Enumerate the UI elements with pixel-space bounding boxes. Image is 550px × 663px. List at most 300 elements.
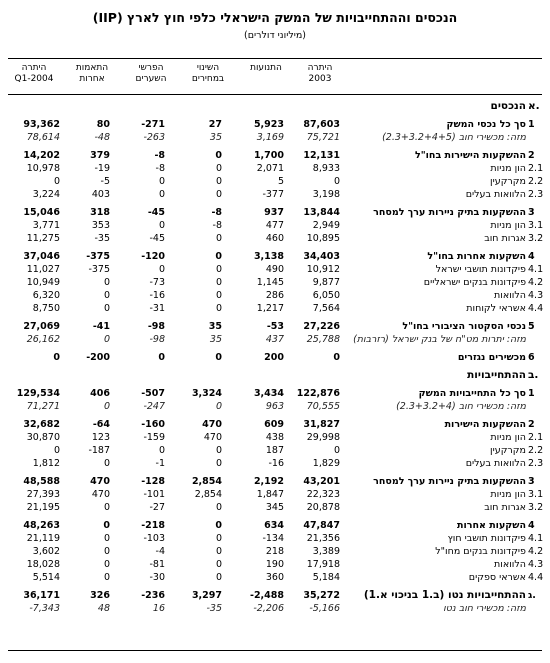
cell-value: 0 [215, 520, 222, 531]
cell-value: 122,876 [296, 388, 340, 399]
table-row [8, 263, 542, 276]
cell-value: -8 [212, 220, 222, 231]
row-number: 2.3 [528, 189, 544, 200]
row-number: 2 [528, 150, 535, 161]
cell-value: 3,297 [191, 590, 222, 601]
row-label: אגרות חוב [484, 233, 526, 244]
cell-value: 35,272 [303, 590, 340, 601]
cell-value: 0 [103, 559, 110, 570]
cell-value: 0 [158, 445, 165, 456]
header-line: התנועות [250, 63, 282, 73]
cell-value: 0 [103, 502, 110, 513]
table-row [8, 232, 542, 245]
cell-value: -35 [206, 603, 222, 614]
cell-value: 31,827 [303, 419, 340, 430]
row-label: מזה: מכשירי חוב נטו [443, 603, 526, 614]
row-label: הון מניות [490, 489, 526, 500]
cell-value: 20,878 [306, 502, 340, 513]
cell-value: 87,603 [303, 119, 340, 130]
row-number: 2 [528, 419, 535, 430]
cell-value: 0 [103, 401, 110, 412]
cell-value: 27 [208, 119, 222, 130]
row-label: ההשקעות הישירות [444, 419, 526, 430]
cell-value: -271 [141, 119, 165, 130]
row-number: 4.2 [528, 546, 544, 557]
header-other-adjustments [64, 63, 120, 91]
row-number: א. [528, 100, 540, 112]
table-row [8, 475, 542, 488]
cell-value: 93,362 [23, 119, 60, 130]
cell-value: 0 [215, 233, 222, 244]
cell-value: -8 [211, 207, 222, 218]
table-row [8, 320, 542, 333]
cell-value: 78,614 [26, 132, 60, 143]
cell-value: -16 [149, 290, 165, 301]
row-number: 2.1 [528, 163, 544, 174]
cell-value: 0 [158, 189, 165, 200]
cell-value: -218 [141, 520, 165, 531]
row-label: מכשירים נגזרים [457, 352, 526, 363]
cell-value: 35 [209, 334, 222, 345]
cell-value: 0 [53, 352, 60, 363]
cell-value: 634 [264, 520, 284, 531]
table-row [8, 162, 542, 175]
cell-value: 0 [333, 445, 340, 456]
row-number: 2.1 [528, 432, 544, 443]
cell-value: -16 [268, 458, 284, 469]
cell-value: -27 [149, 502, 165, 513]
cell-value: 80 [96, 119, 110, 130]
header-line: 2003 [308, 74, 332, 84]
cell-value: -19 [94, 163, 110, 174]
cell-value: 37,046 [23, 251, 60, 262]
row-number: 4.1 [528, 533, 544, 544]
cell-value: 0 [215, 264, 222, 275]
cell-value: -48 [94, 132, 110, 143]
cell-value: 27,226 [303, 321, 340, 332]
row-number: 2.2 [528, 445, 544, 456]
cell-value: 48,263 [23, 520, 60, 531]
cell-value: 353 [91, 220, 110, 231]
cell-value: 0 [215, 277, 222, 288]
cell-value: 0 [103, 334, 110, 345]
cell-value: -73 [149, 277, 165, 288]
cell-value: 470 [203, 432, 222, 443]
cell-value: 15,046 [23, 207, 60, 218]
cell-value: -30 [149, 572, 165, 583]
cell-value: 0 [215, 352, 222, 363]
cell-value: -53 [266, 321, 284, 332]
cell-value: -103 [143, 533, 165, 544]
cell-value: 0 [215, 150, 222, 161]
header-bottom-rule [8, 94, 542, 95]
cell-value: 10,912 [306, 264, 340, 275]
row-label: פיקדונות תושבי חוץ [447, 533, 526, 544]
cell-value: -8 [155, 163, 165, 174]
row-label: מזה: יתרות מט"ח של בנק ישראל (רזרבות) [353, 334, 526, 345]
cell-value: 11,027 [26, 264, 60, 275]
cell-value: 0 [215, 401, 222, 412]
row-label: ההתחייבויות [467, 369, 526, 381]
row-number: 3.1 [528, 489, 544, 500]
cell-value: -128 [141, 476, 165, 487]
table-row [8, 418, 542, 431]
cell-value: 0 [53, 445, 60, 456]
cell-value: -377 [262, 189, 284, 200]
cell-value: 187 [265, 445, 284, 456]
cell-value: 32,682 [23, 419, 60, 430]
cell-value: 0 [333, 176, 340, 187]
table-row [8, 219, 542, 232]
cell-value: 3,771 [32, 220, 60, 231]
row-label: אשראי ספקים [468, 572, 526, 583]
cell-value: 326 [90, 590, 110, 601]
cell-value: -507 [141, 388, 165, 399]
row-label: ההשקעות בתיק ניירות ערך למסחר [373, 207, 526, 218]
cell-value: 0 [53, 176, 60, 187]
cell-value: 3,434 [253, 388, 284, 399]
table-row [8, 175, 542, 188]
table-row [8, 387, 542, 400]
cell-value: 27,393 [26, 489, 60, 500]
cell-value: 406 [90, 388, 110, 399]
cell-value: 16 [152, 603, 165, 614]
cell-value: 34,403 [303, 251, 340, 262]
cell-value: -4 [155, 546, 165, 557]
row-number: 4.4 [528, 572, 544, 583]
cell-value: 35 [209, 132, 222, 143]
header-line: 2004-Q1 [14, 74, 54, 84]
cell-value: 460 [265, 233, 284, 244]
table-row [8, 444, 542, 457]
row-label: סך כל נכסי המשק [446, 119, 526, 130]
cell-value: 6,050 [312, 290, 340, 301]
cell-value: 1,217 [256, 303, 284, 314]
cell-value: 70,555 [306, 401, 340, 412]
cell-value: 43,201 [303, 476, 340, 487]
cell-value: 470 [91, 489, 110, 500]
row-number: 4.2 [528, 277, 544, 288]
cell-value: -5,166 [309, 603, 340, 614]
header-balance-2004q1 [8, 63, 60, 91]
row-label: השקעות אחרות [456, 520, 526, 531]
row-label: ההשקעות הישירות בחו"ל [414, 150, 526, 161]
cell-value: 1,829 [312, 458, 340, 469]
cell-value: -35 [94, 233, 110, 244]
cell-value: 25,788 [306, 334, 340, 345]
row-label: הון מניות [490, 163, 526, 174]
cell-value: 0 [103, 546, 110, 557]
cell-value: 3,389 [312, 546, 340, 557]
table-row [8, 206, 542, 219]
cell-value: 963 [265, 401, 284, 412]
row-label: אשראי לקוחות [466, 303, 526, 314]
row-label: ההתחייבויות נטו (ב.1 בניכוי א.1) [363, 589, 526, 601]
cell-value: 5,514 [32, 572, 60, 583]
table-row [8, 519, 542, 532]
cell-value: -31 [149, 303, 165, 314]
cell-value: -160 [141, 419, 165, 430]
cell-value: 0 [215, 559, 222, 570]
cell-value: 0 [103, 533, 110, 544]
table-row [8, 400, 542, 413]
cell-value: 218 [265, 546, 284, 557]
cell-value: 17,918 [306, 559, 340, 570]
row-number: 3.1 [528, 220, 544, 231]
cell-value: 3,169 [256, 132, 284, 143]
cell-value: -7,343 [29, 603, 60, 614]
cell-value: 3,602 [32, 546, 60, 557]
cell-value: 2,854 [191, 476, 222, 487]
row-number: 3 [528, 207, 535, 218]
cell-value: 29,998 [306, 432, 340, 443]
section-header-row [8, 369, 542, 382]
cell-value: 71,271 [26, 401, 60, 412]
cell-value: 3,324 [191, 388, 222, 399]
cell-value: 0 [215, 251, 222, 262]
cell-value: -45 [147, 207, 165, 218]
row-number: 1 [528, 119, 535, 130]
cell-value: 35 [208, 321, 222, 332]
cell-value: 0 [103, 572, 110, 583]
cell-value: 0 [215, 189, 222, 200]
header-line: אחרות [79, 74, 105, 84]
table-row [8, 488, 542, 501]
cell-value: 2,192 [253, 476, 284, 487]
table-row [8, 532, 542, 545]
cell-value: 0 [215, 502, 222, 513]
cell-value: 0 [215, 533, 222, 544]
table-row [8, 457, 542, 470]
cell-value: -247 [143, 401, 165, 412]
cell-value: -200 [86, 352, 110, 363]
cell-value: -98 [149, 334, 165, 345]
cell-value: 0 [333, 352, 340, 363]
cell-value: 490 [265, 264, 284, 275]
cell-value: -375 [88, 264, 110, 275]
row-number: 1 [528, 388, 535, 399]
cell-value: 0 [215, 176, 222, 187]
cell-value: 0 [215, 572, 222, 583]
cell-value: 123 [91, 432, 110, 443]
header-price-change [182, 63, 234, 91]
cell-value: -2,206 [253, 603, 284, 614]
row-number: 3.2 [528, 502, 544, 513]
row-number: 4 [528, 251, 535, 262]
cell-value: -1 [155, 458, 165, 469]
cell-value: 379 [90, 150, 110, 161]
cell-value: 5,184 [312, 572, 340, 583]
cell-value: 12,131 [303, 150, 340, 161]
cell-value: 75,721 [306, 132, 340, 143]
header-line: היתרה [21, 63, 47, 73]
section-header-row [8, 100, 542, 113]
cell-value: 200 [264, 352, 284, 363]
cell-value: 2,949 [312, 220, 340, 231]
cell-value: 1,847 [256, 489, 284, 500]
cell-value: 47,847 [303, 520, 340, 531]
table-row [8, 333, 542, 346]
row-label: הנכסים [490, 100, 526, 112]
cell-value: 190 [265, 559, 284, 570]
cell-value: 360 [265, 572, 284, 583]
cell-value: 0 [215, 445, 222, 456]
table-row [8, 431, 542, 444]
cell-value: -263 [143, 132, 165, 143]
row-label: הלוואות בעלים [465, 189, 526, 200]
row-number: 6 [528, 352, 535, 363]
cell-value: 2,071 [256, 163, 284, 174]
cell-value: 1,700 [253, 150, 284, 161]
row-label: פיקדונות בנקים ישראליים [423, 277, 526, 288]
cell-value: -64 [92, 419, 110, 430]
cell-value: -375 [86, 251, 110, 262]
cell-value: 21,356 [306, 533, 340, 544]
cell-value: 21,119 [26, 533, 60, 544]
cell-value: 318 [90, 207, 110, 218]
row-label: השקעות אחרות בחו"ל [427, 251, 526, 262]
cell-value: 437 [265, 334, 284, 345]
row-number: ג. [528, 590, 536, 601]
cell-value: 18,028 [26, 559, 60, 570]
cell-value: 21,195 [26, 502, 60, 513]
cell-value: 0 [103, 458, 110, 469]
row-label: פיקדונות תושבי ישראל [435, 264, 526, 275]
table-row [8, 131, 542, 144]
cell-value: 27,069 [23, 321, 60, 332]
cell-value: 22,323 [306, 489, 340, 500]
row-label: סך כל התחייבויות המשק [418, 388, 526, 399]
report-title: הנכסים וההתחייבויות של המשק הישראלי כלפי חוץ לארץ (IIP) [92, 10, 458, 25]
row-label: מזה: מכשירי חוב (2.3+3.2+4) [396, 401, 526, 412]
cell-value: 48,588 [23, 476, 60, 487]
row-number: 4.3 [528, 290, 544, 301]
cell-value: -120 [141, 251, 165, 262]
row-number: 4.1 [528, 264, 544, 275]
cell-value: 0 [158, 264, 165, 275]
header-line: השינוי [196, 63, 220, 73]
header-exchange-rate-diff [123, 63, 179, 91]
cell-value: 3,224 [32, 189, 60, 200]
cell-value: 0 [215, 303, 222, 314]
row-number: 3 [528, 476, 535, 487]
table-row [8, 351, 542, 364]
table-row [8, 571, 542, 584]
cell-value: -159 [143, 432, 165, 443]
table-row [8, 149, 542, 162]
iip-report-page [8, 6, 542, 656]
cell-value: 0 [215, 458, 222, 469]
cell-value: -2,488 [250, 590, 284, 601]
row-label: מקרקעין [490, 176, 526, 187]
row-number: 5 [528, 321, 535, 332]
table-row [8, 501, 542, 514]
cell-value: -236 [141, 590, 165, 601]
table-row [8, 589, 542, 602]
row-number: 4.4 [528, 303, 544, 314]
table-row [8, 276, 542, 289]
table-row [8, 289, 542, 302]
cell-value: -98 [147, 321, 165, 332]
cell-value: 470 [202, 419, 222, 430]
cell-value: -5 [100, 176, 110, 187]
cell-value: -8 [154, 150, 165, 161]
cell-value: 7,564 [312, 303, 340, 314]
header-flows [238, 63, 294, 91]
header-top-rule [8, 58, 542, 59]
cell-value: 286 [265, 290, 284, 301]
cell-value: 0 [103, 303, 110, 314]
cell-value: -81 [149, 559, 165, 570]
row-number: 4 [528, 520, 535, 531]
cell-value: 3,138 [253, 251, 284, 262]
cell-value: 10,949 [26, 277, 60, 288]
cell-value: 6,320 [32, 290, 60, 301]
row-label: פיקדונות בנקים מחו"ל [435, 546, 526, 557]
header-line: התאמות [75, 63, 109, 73]
table-row [8, 602, 542, 615]
cell-value: 0 [103, 520, 110, 531]
header-balance-2003 [296, 63, 344, 91]
cell-value: 0 [103, 290, 110, 301]
row-number: 3.2 [528, 233, 544, 244]
header-line: הפרשי [138, 63, 164, 73]
row-number: 2.3 [528, 458, 544, 469]
cell-value: 11,275 [26, 233, 60, 244]
cell-value: -134 [262, 533, 284, 544]
cell-value: 13,844 [303, 207, 340, 218]
row-label: נכסי הסקטור הציבורי בחו"ל [402, 321, 526, 332]
cell-value: 30,870 [26, 432, 60, 443]
cell-value: 10,895 [306, 233, 340, 244]
table-row [8, 558, 542, 571]
cell-value: 609 [264, 419, 284, 430]
cell-value: 470 [90, 476, 110, 487]
cell-value: -101 [143, 489, 165, 500]
table-bottom-rule [8, 650, 542, 651]
cell-value: 8,750 [32, 303, 60, 314]
row-label: הון מניות [490, 432, 526, 443]
cell-value: 403 [91, 189, 110, 200]
cell-value: -187 [88, 445, 110, 456]
row-label: הון מניות [490, 220, 526, 231]
cell-value: 36,171 [23, 590, 60, 601]
cell-value: 438 [265, 432, 284, 443]
row-label: ההשקעות בתיק ניירות ערך למסחר [373, 476, 526, 487]
cell-value: 0 [158, 176, 165, 187]
cell-value: 10,978 [26, 163, 60, 174]
row-label: הלוואות [494, 559, 526, 570]
cell-value: 937 [264, 207, 284, 218]
table-row [8, 250, 542, 263]
cell-value: 14,202 [23, 150, 60, 161]
header-line: היתרה [307, 63, 333, 73]
table-row [8, 188, 542, 201]
row-number: 4.3 [528, 559, 544, 570]
row-number: 2.2 [528, 176, 544, 187]
cell-value: 1,812 [32, 458, 60, 469]
header-line: השערים [135, 74, 167, 84]
table-row [8, 118, 542, 131]
cell-value: 1,145 [256, 277, 284, 288]
cell-value: 129,534 [16, 388, 60, 399]
cell-value: 0 [158, 220, 165, 231]
row-label: מקרקעין [490, 445, 526, 456]
cell-value: -41 [92, 321, 110, 332]
cell-value: 0 [215, 163, 222, 174]
header-line: במחירים [191, 74, 225, 84]
table-row [8, 545, 542, 558]
